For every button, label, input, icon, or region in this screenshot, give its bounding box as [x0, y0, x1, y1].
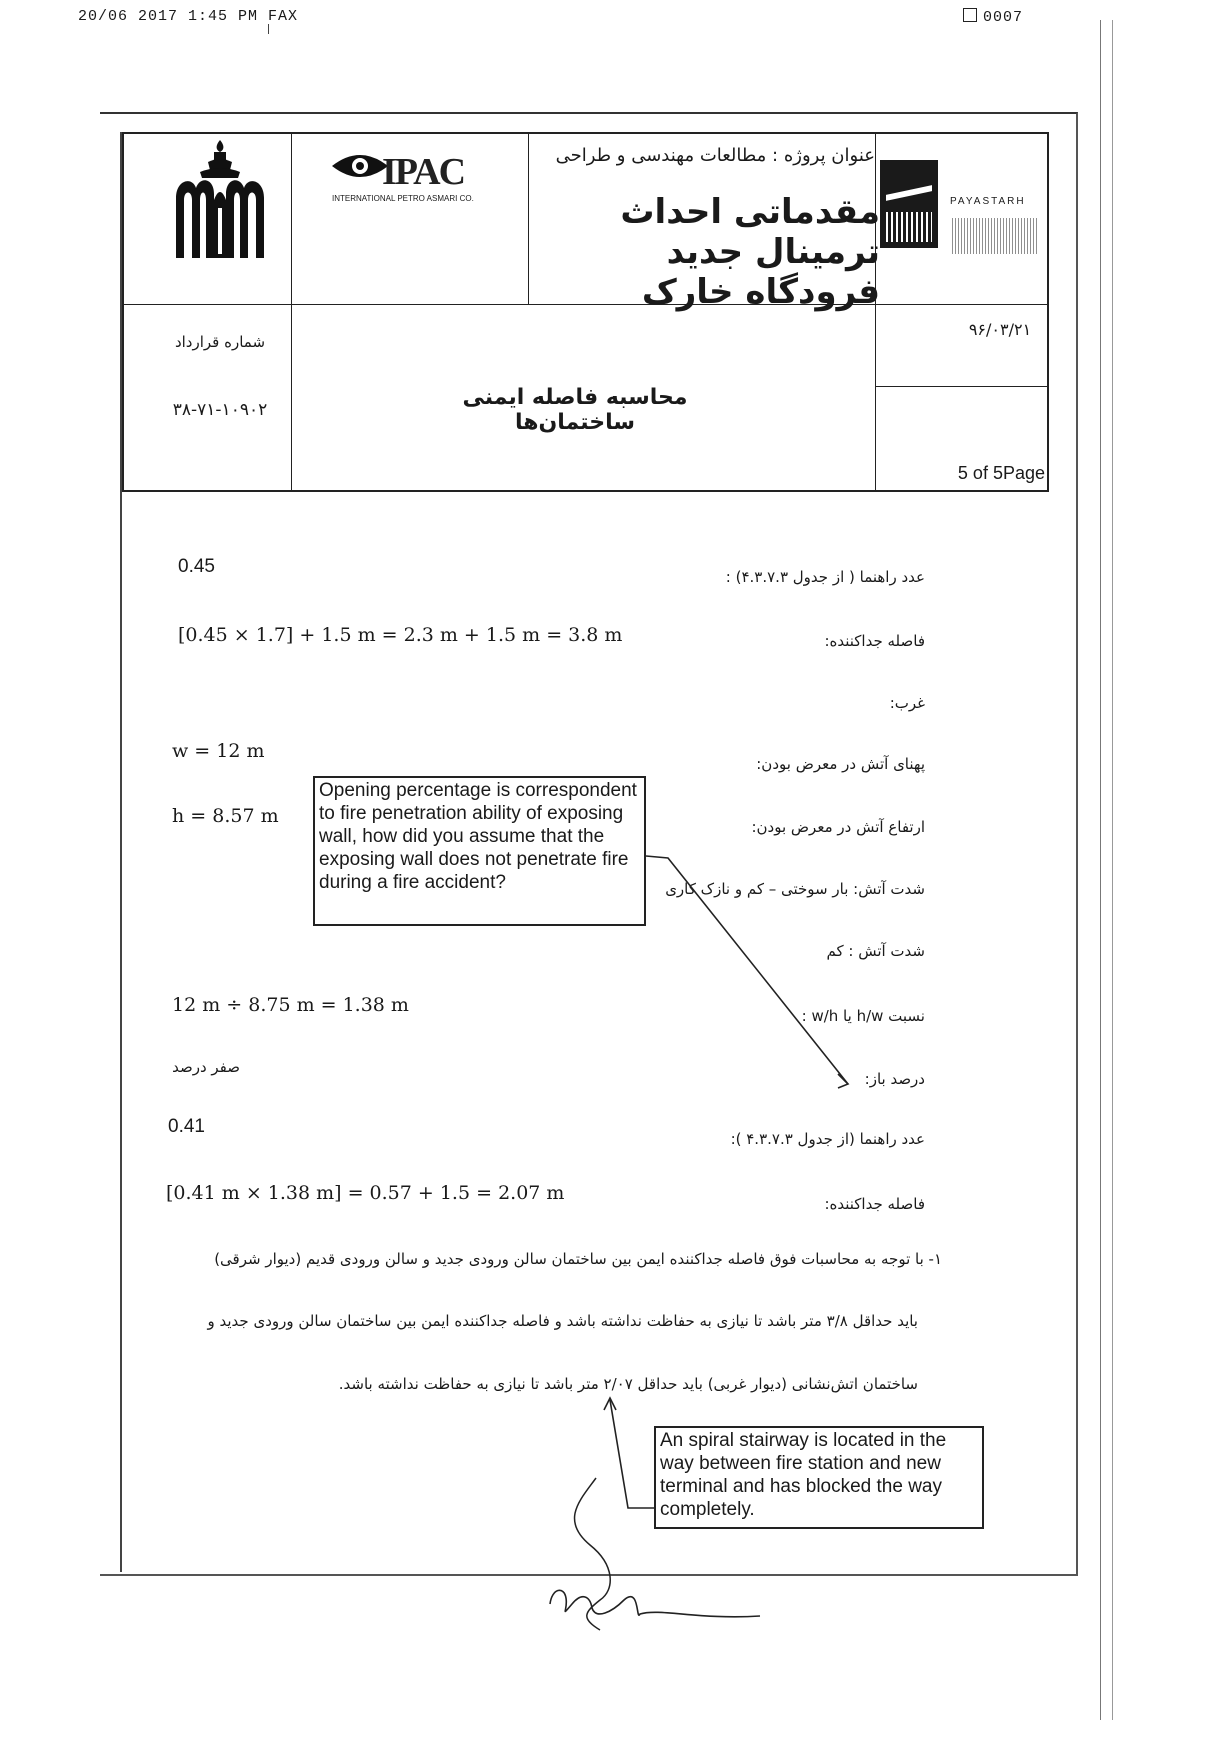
- fax-page-number: 0007: [983, 9, 1024, 26]
- comment2-leader-line: [610, 1400, 654, 1508]
- row3-label: غرب:: [889, 694, 925, 712]
- fax-header-left: 20/06 2017 1:45 PM FAX: [78, 8, 299, 25]
- project-title: عنوان پروژه : مطالعات مهندسی و طراحی: [555, 145, 875, 166]
- row4-value: w = 12 m: [172, 740, 265, 762]
- review-comment-stairway: An spiral stairway is located in the way between fire station and new terminal and has blocked the way completely.: [654, 1426, 984, 1529]
- row10-label: عدد راهنما (از جدول ۴.۳.۷.۳ ):: [730, 1130, 925, 1148]
- row11-value: [0.41 m × 1.38 m] = 0.57 + 1.5 = 2.07 m: [166, 1182, 565, 1204]
- row9-label: درصد باز:: [864, 1070, 925, 1088]
- contract-label: شماره قرارداد: [174, 333, 266, 351]
- conclusion-line-3: ساختمان اتش‌نشانی (دیوار غربی) باید حداقل ۲/۰۷ متر باشد تا نیازی به حفاظت نداشته باشد.: [338, 1375, 918, 1393]
- ipac-subtitle: INTERNATIONAL PETRO ASMARI CO.: [332, 194, 474, 203]
- document-title: محاسبه فاصله ایمنی ساختمان‌ها: [462, 385, 688, 435]
- row9-value: صفر درصد: [172, 1058, 240, 1076]
- row7-label: شدت آتش : کم: [826, 942, 925, 960]
- review-comment-opening: Opening percentage is correspondent to fire penetration ability of exposing wall, how did you assume that the exposing wall does not penetrate fire during a fire accident?: [313, 776, 646, 926]
- row5-label: ارتفاع آتش در معرض بودن:: [751, 818, 925, 836]
- contract-number: ۳۸-۷۱-۱۰۹۰۲: [172, 400, 268, 420]
- conclusion-line-1: ۱- با توجه به محاسبات فوق فاصله جداکننده ایمن بین ساختمان سالن ورودی جدید و سالن ورودی قدیم (دیوار شرقی): [214, 1250, 942, 1268]
- project-name: مقدماتی احداث ترمینال جدید فرودگاه خارک: [620, 192, 880, 312]
- row8-label: نسبت h/w یا w/h :: [801, 1007, 925, 1025]
- row11-label: فاصله جداکننده:: [824, 1195, 925, 1213]
- row5-value: h = 8.57 m: [172, 805, 279, 827]
- document-date: ۹۶/۰۳/۲۱: [968, 320, 1032, 339]
- row8-value: 12 m ÷ 8.75 m = 1.38 m: [172, 994, 409, 1016]
- signature-icon: [550, 1590, 760, 1617]
- conclusion-line-2: باید حداقل ۳/۸ متر باشد تا نیازی به حفاظت نداشته باشد و فاصله جداکننده ایمن بین ساختمان سالن ورودی جدید و: [207, 1312, 918, 1330]
- comment1-leader-line: [646, 856, 848, 1084]
- row2-label: فاصله جداکننده:: [824, 632, 925, 650]
- payastarh-label: PAYASTARH: [950, 196, 1026, 207]
- row1-value: 0.45: [178, 556, 215, 577]
- row10-value: 0.41: [168, 1116, 205, 1137]
- row6-label: شدت آتش: بار سوختی – کم و نازک کاری: [665, 880, 925, 898]
- row2-value: [0.45 × 1.7] + 1.5 m = 2.3 m + 1.5 m = 3.8 m: [178, 624, 623, 646]
- row4-label: پهنای آتش در معرض بودن:: [756, 755, 925, 773]
- ipac-logo-text: IPAC: [382, 151, 465, 193]
- page-number: 5 of 5Page: [957, 463, 1045, 483]
- row1-label: عدد راهنما ( از جدول ۴.۳.۷.۳) :: [725, 568, 925, 586]
